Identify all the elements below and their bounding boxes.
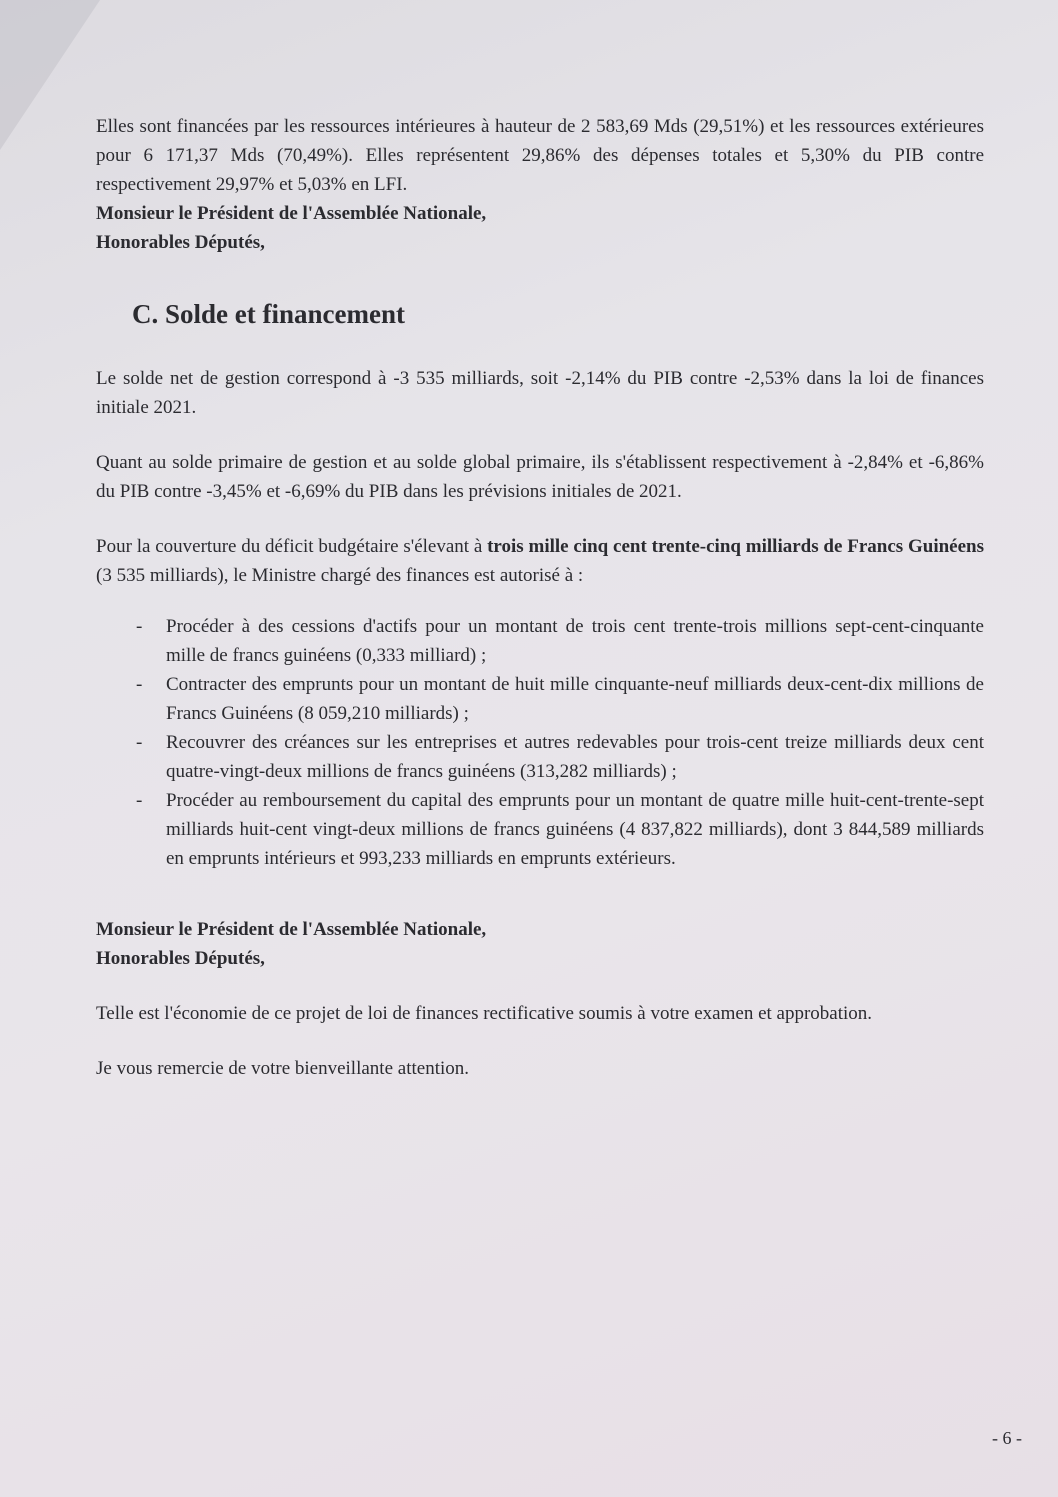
couverture-amount-words: trois mille cinq cent trente-cinq milliards de Francs Guinéens (487, 536, 984, 557)
couverture-paragraph (96, 532, 984, 590)
list-item (96, 728, 984, 786)
list-item-text: Contracter des emprunts pour un montant de huit mille cinquante-neuf milliards deux-cent-dix millions de Francs Guinéens (8 059,210 milliards) ; (166, 674, 984, 724)
document-page (96, 112, 984, 1083)
closing-paragraph: Telle est l'économie de ce projet de loi de finances rectificative soumis à votre examen et approbation. (96, 1003, 873, 1024)
salutation-president: Monsieur le Président de l'Assemblée Nationale, (96, 203, 487, 224)
page-number: - 6 - (992, 1428, 1022, 1448)
list-dash: - (136, 790, 143, 811)
salutation-president-2: Monsieur le Président de l'Assemblée Nationale, (96, 919, 487, 940)
list-dash: - (136, 674, 143, 695)
intro-paragraph: Elles sont financées par les ressources intérieures à hauteur de 2 583,69 Mds (29,51%) et les ressources extérieures pour 6 171,37 Mds (70,49%). Elles représentent 29,86% des dépenses totales et 5,30% du PIB contre respectivement 29,97% et 5,03% en LFI. (96, 116, 984, 195)
couverture-text-end: (3 535 milliards), le Ministre chargé des finances est autorisé à : (96, 565, 584, 586)
list-item-text: Procéder à des cessions d'actifs pour un montant de trois cent trente-trois millions sept-cent-cinquante mille de francs guinéens (0,333 milliard) ; (166, 616, 984, 666)
page-corner-shadow (0, 0, 100, 150)
section-heading: C. Solde et financement (132, 299, 405, 329)
solde-primaire-paragraph: Quant au solde primaire de gestion et au solde global primaire, ils s'établissent respectivement à -2,84% et -6,86% du PIB contre -3,45% et -6,69% du PIB dans les prévisions initiales de 2021. (96, 452, 984, 502)
list-item-text: Recouvrer des créances sur les entreprises et autres redevables pour trois-cent treize milliards deux cent quatre-vingt-deux millions de francs guinéens (313,282 milliards) ; (166, 732, 984, 782)
salutation-deputies: Honorables Députés, (96, 232, 265, 253)
solde-net-paragraph: Le solde net de gestion correspond à -3 535 milliards, soit -2,14% du PIB contre -2,53% dans la loi de finances initiale 2021. (96, 368, 984, 418)
list-dash: - (136, 616, 143, 637)
list-item (96, 670, 984, 728)
list-dash: - (136, 732, 143, 753)
authorization-list (96, 612, 984, 873)
list-item (96, 612, 984, 670)
couverture-text-start: Pour la couverture du déficit budgétaire s'élevant à (96, 536, 488, 557)
thanks-paragraph: Je vous remercie de votre bienveillante attention. (96, 1058, 469, 1079)
list-item-text: Procéder au remboursement du capital des emprunts pour un montant de quatre mille huit-cent-trente-sept milliards huit-cent vingt-deux millions de francs guinéens (4 837,822 milliards), dont 3 844,589 milliards en emprunts intérieurs et 993,233 milliards en emprunts extérieurs. (166, 790, 984, 869)
list-item (96, 786, 984, 873)
salutation-deputies-2: Honorables Députés, (96, 948, 265, 969)
